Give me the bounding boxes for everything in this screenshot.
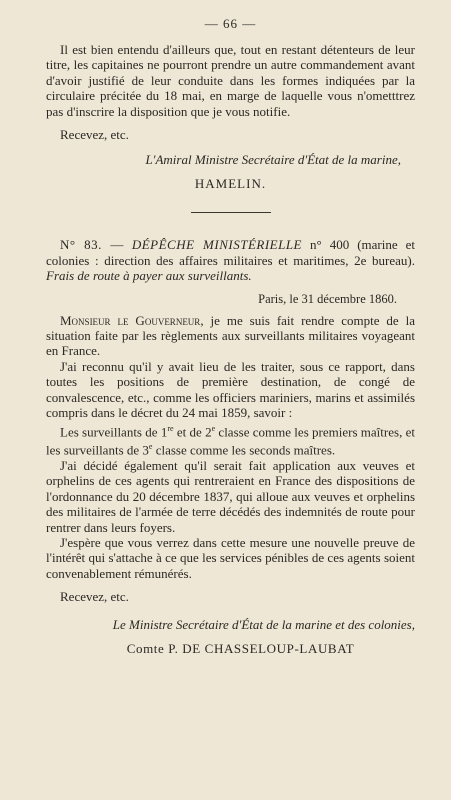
page-number: — 66 — [204, 16, 257, 31]
p3-part-b: et de 2 [173, 423, 212, 439]
dispatch-title-suffix: n° 400 (marine et colonies : direction des affaires militaires et maritimes, 2e bureau). [46, 237, 415, 268]
dispatch-p1-rest: je me suis fait rendre compte de la situation faite par les règlements aux surveillants militaires voyageant en France. [46, 312, 415, 359]
p3-part-c: classe comme les premiers maîtres, et les surveillants de 3 [46, 423, 415, 458]
p3-part-a: Les surveillants de 1 [60, 423, 168, 439]
dispatch-paragraph-4: J'ai décidé également qu'il serait fait application aux veuves et orphelins de ces agents qui rentreraient en France des dispositions de l'ordonnance du 20 décembre 1837, qui alloue aux veuves et orphelins des militaires de l'armée de terre décédés des indemnités de route pour rentrer dans leurs foyers. [46, 457, 415, 535]
dispatch-paragraph-1 [46, 313, 415, 359]
dispatch-signer-name: Comte P. DE CHASSELOUP-LAUBAT [126, 640, 355, 656]
dispatch-paragraph-5: J'espère que vous verrez dans cette mesure une nouvelle preuve de l'intérêt qui s'attache à ce que les services pénibles de ces agents soient convenablement rémunérés. [46, 535, 415, 581]
dispatch-addressee: Monsieur le Gouverneur, [60, 312, 204, 328]
top-salutation: Recevez, etc. [60, 127, 129, 143]
p3-sup-2: e [211, 423, 216, 433]
p3-sup-3: e [148, 442, 153, 452]
dispatch-paragraph-2: J'ai reconnu qu'il y avait lieu de les traiter, sous ce rapport, dans toutes les positions de première destination, de congé de convalescence, etc., comme les officiers mariniers, marins et assimilés compris dans le décret du 24 mai 1859, savoir : [46, 358, 415, 421]
dispatch-salutation: Recevez, etc. [60, 589, 129, 605]
dispatch-signer-title: Le Ministre Secrétaire d'État de la marine et des colonies, [112, 616, 415, 632]
section-divider [191, 212, 271, 213]
dispatch-dateline: Paris, le 31 décembre 1860. [258, 291, 397, 306]
dispatch-heading [46, 237, 415, 283]
top-signer-name: HAMELIN. [194, 176, 267, 192]
dispatch-number: N° 83. — [60, 237, 124, 253]
dispatch-subject: Frais de route à payer aux surveillants. [46, 268, 252, 284]
top-signer-title: L'Amiral Ministre Secrétaire d'État de la marine, [145, 152, 401, 168]
dispatch-paragraph-3 [46, 421, 415, 458]
dispatch-title: DÉPÊCHE MINISTÉRIELLE [131, 237, 302, 253]
p3-part-d: classe comme les seconds maîtres. [152, 442, 336, 458]
top-paragraph: Il est bien entendu d'ailleurs que, tout en restant détenteurs de leur titre, les capitaines ne pourront prendre un autre commandement avant d'avoir justifié de leur conduite dans les formes indiquées par la circulaire précitée du 18 mai, en marge de laquelle vous n'ometttrez pas d'inscrire la disposition que je vous notifie. [46, 42, 415, 119]
p3-sup-1: re [167, 423, 174, 433]
